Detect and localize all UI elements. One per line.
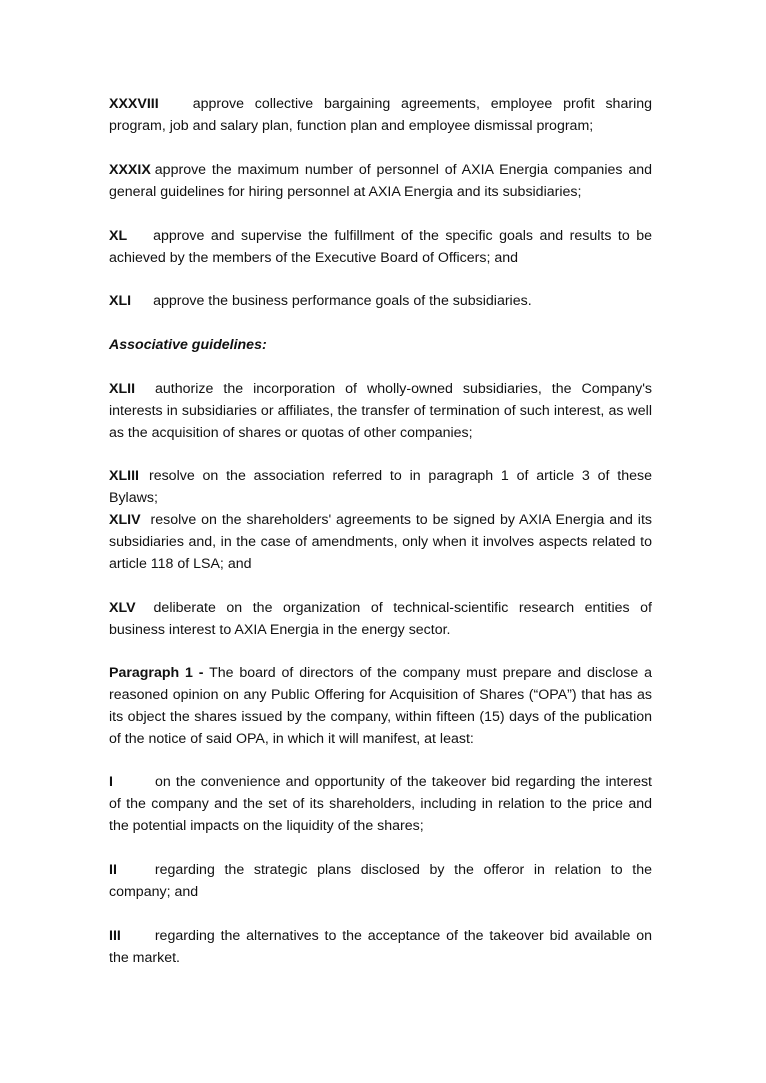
item-ii xyxy=(109,859,652,903)
item-text: resolve on the shareholders' agreements to be signed by AXIA Energia and its subsidiaries and, in the case of amendments, only when it involves aspects related to article 118 of LSA; and xyxy=(109,512,652,572)
item-xl xyxy=(109,225,652,269)
item-number: XLIV xyxy=(109,512,141,528)
item-number: III xyxy=(109,928,121,944)
paragraph-label: Paragraph 1 - xyxy=(109,665,204,681)
item-xli xyxy=(109,290,652,312)
item-number: XLIII xyxy=(109,468,139,484)
item-number: XL xyxy=(109,228,128,244)
item-text: regarding the strategic plans disclosed by the offeror in relation to the company; and xyxy=(109,862,652,900)
item-number: XLI xyxy=(109,293,132,309)
item-xxxviii xyxy=(109,93,652,137)
item-xliv xyxy=(109,509,652,575)
item-text: approve the maximum number of personnel of AXIA Energia companies and general guidelines for hiring personnel at AXIA Energia and its subsidiaries; xyxy=(109,162,652,200)
item-xlv xyxy=(109,597,652,641)
item-text: approve the business performance goals of the subsidiaries. xyxy=(153,293,532,309)
item-text: authorize the incorporation of wholly-owned subsidiaries, the Company's interests in subsidiaries or affiliates, the transfer of termination of such interest, as well as the acquisition of shares or quotas of other companies; xyxy=(109,381,652,441)
item-number: XXXVIII xyxy=(109,96,159,112)
item-number: XXXIX xyxy=(109,162,151,178)
item-number: XLV xyxy=(109,600,136,616)
item-iii xyxy=(109,925,652,969)
item-text: regarding the alternatives to the acceptance of the takeover bid available on the market. xyxy=(109,928,652,966)
item-text: approve collective bargaining agreements, employee profit sharing program, job and salary plan, function plan and employee dismissal program; xyxy=(109,96,652,134)
item-xliii xyxy=(109,465,652,509)
section-heading-associative-guidelines: Associative guidelines: xyxy=(109,337,267,353)
item-number: I xyxy=(109,774,113,790)
item-number: II xyxy=(109,862,117,878)
item-xxxix xyxy=(109,159,652,203)
item-text: on the convenience and opportunity of the takeover bid regarding the interest of the company and the set of its shareholders, including in relation to the price and the potential impacts on the liquidity of the shares; xyxy=(109,774,652,834)
item-i xyxy=(109,771,652,837)
item-xlii xyxy=(109,378,652,444)
item-text: resolve on the association referred to in paragraph 1 of article 3 of these Bylaws; xyxy=(109,468,652,506)
paragraph-text: The board of directors of the company must prepare and disclose a reasoned opinion on any Public Offering for Acquisition of Shares (“OPA”) that has as its object the shares issued by the company, within fifteen (15) days of the publication of the notice of said OPA, in which it will manifest, at least: xyxy=(109,665,652,747)
item-text: deliberate on the organization of technical-scientific research entities of business interest to AXIA Energia in the energy sector. xyxy=(109,600,652,638)
item-text: approve and supervise the fulfillment of the specific goals and results to be achieved by the members of the Executive Board of Officers; and xyxy=(109,228,652,266)
paragraph-1 xyxy=(109,662,652,750)
item-number: XLII xyxy=(109,381,136,397)
